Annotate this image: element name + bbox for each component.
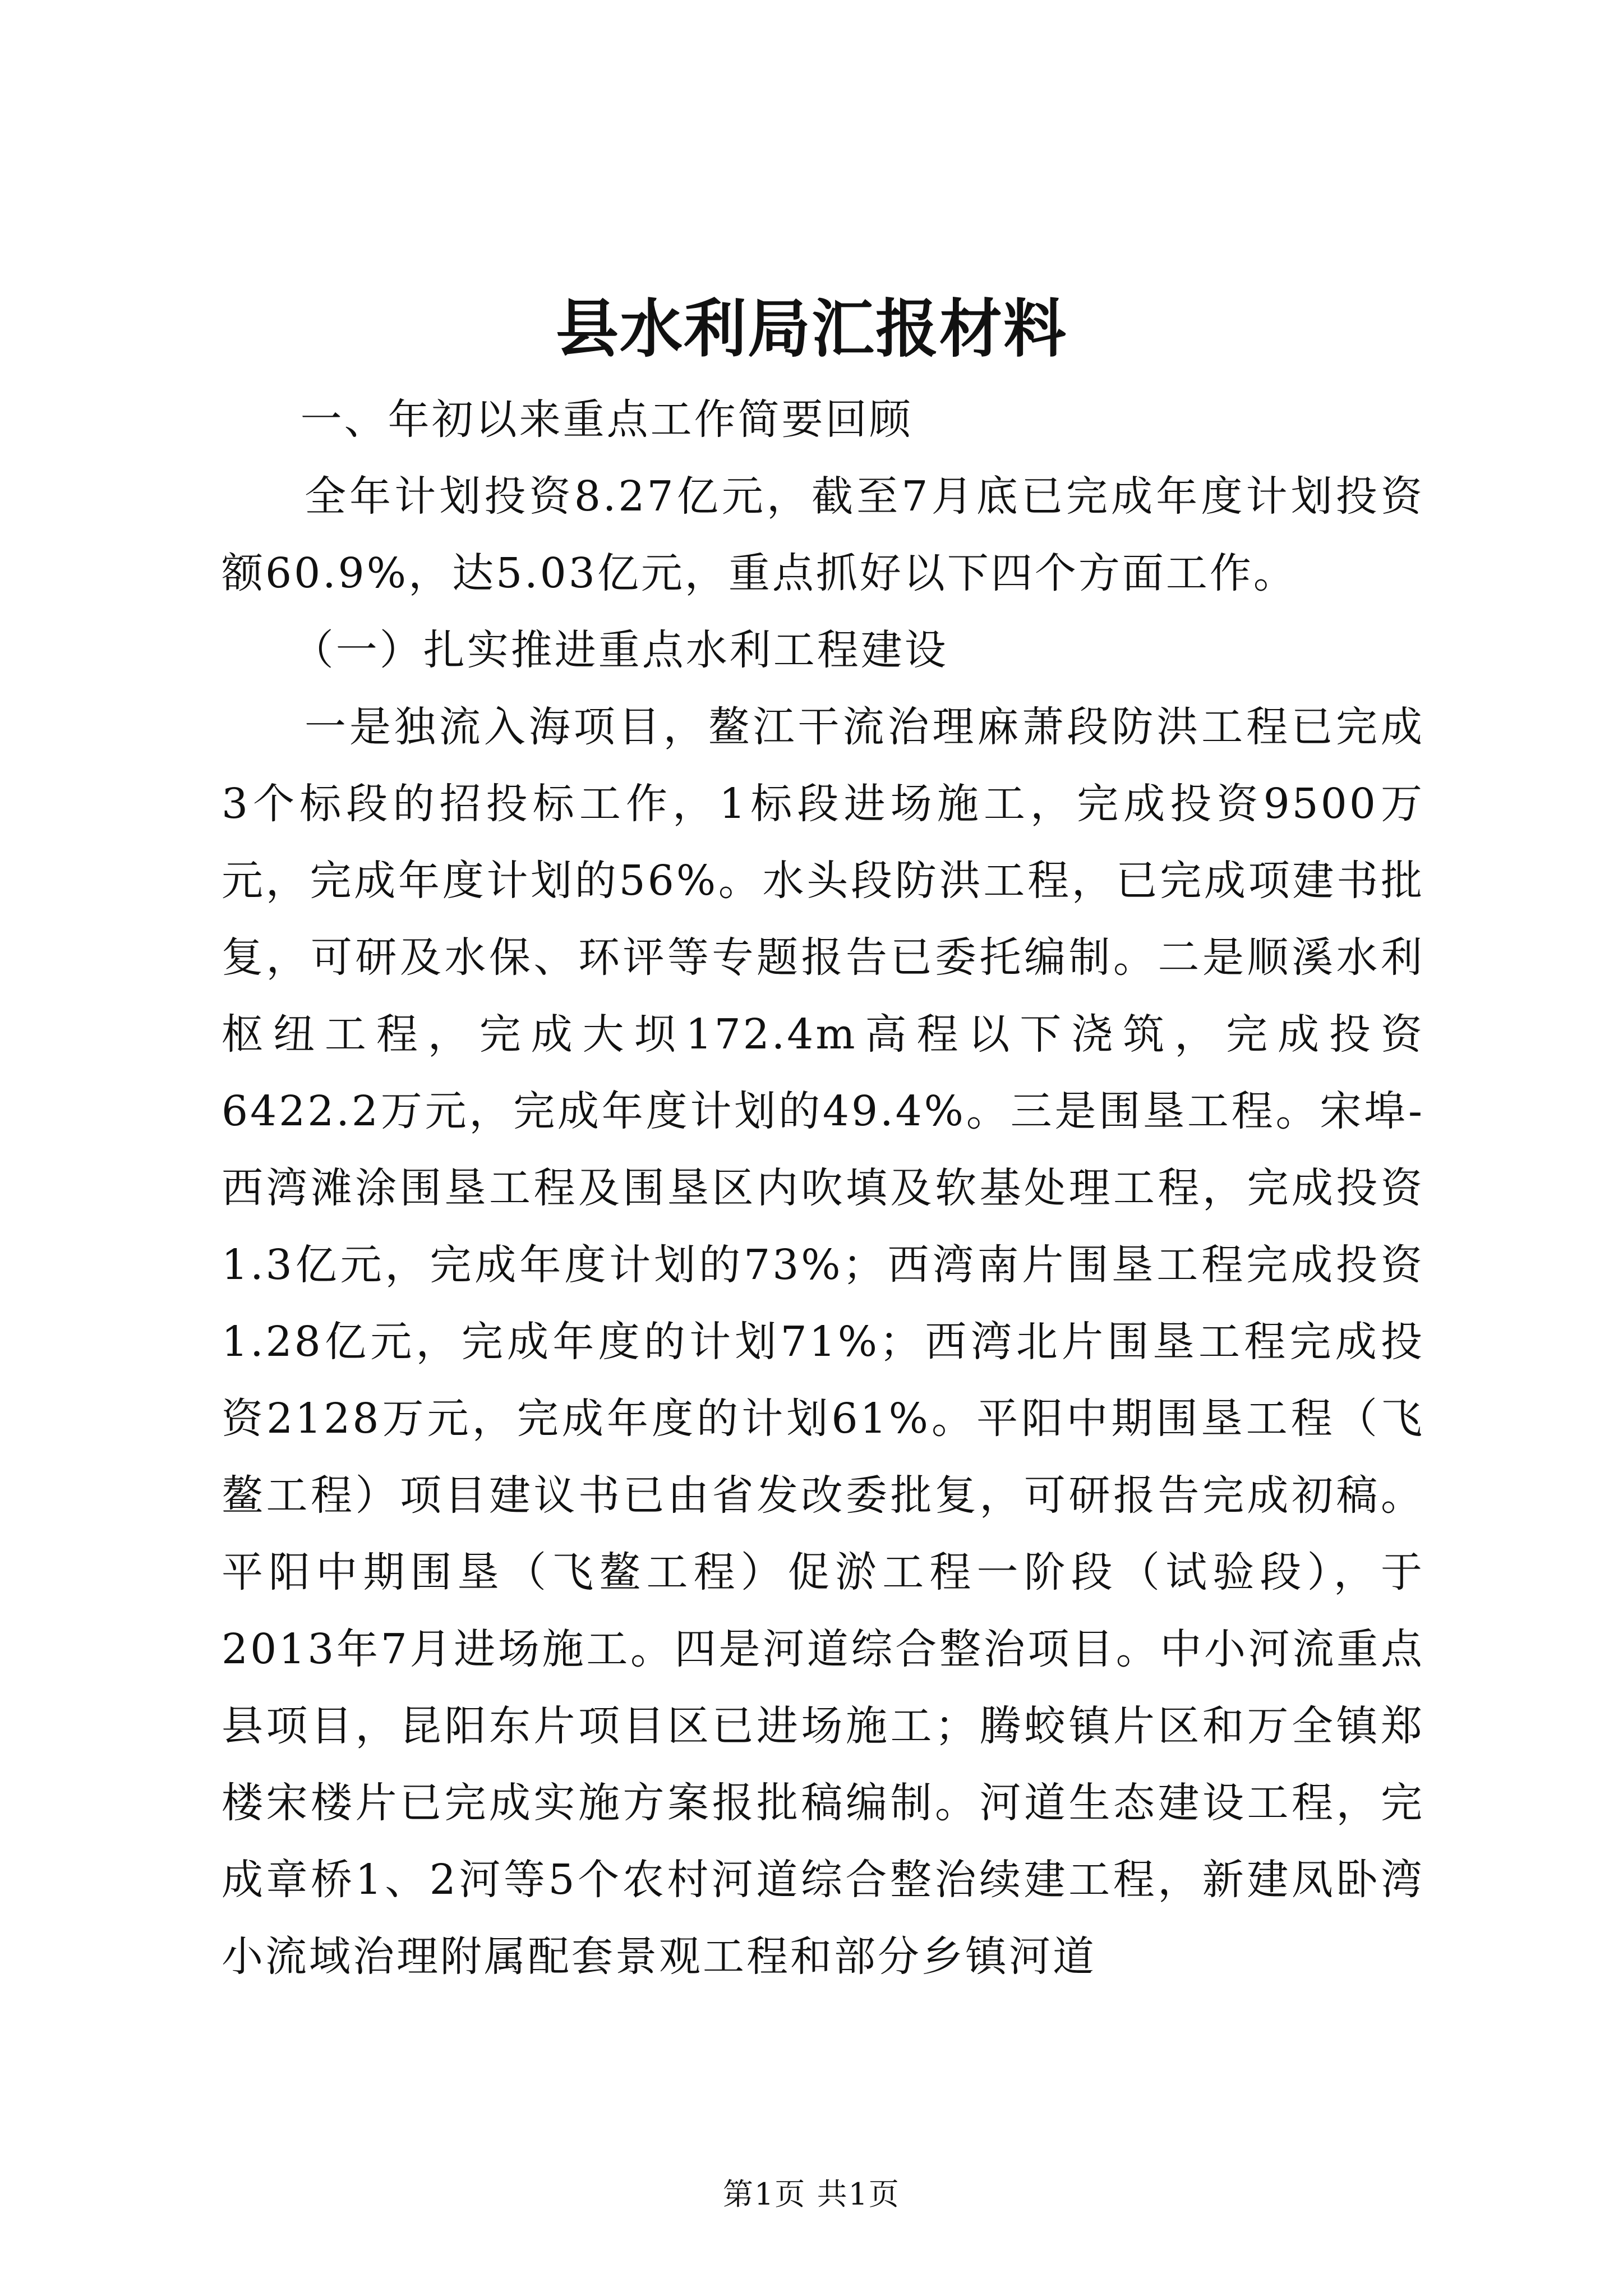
body-paragraph: 全年计划投资8.27亿元，截至7月底已完成年度计划投资额60.9%，达5.03亿元，重点抓好以下四个方面工作。 [222,472,1424,597]
document-title: 县水利局汇报材料 [556,292,1067,366]
section-heading: 一、年初以来重点工作简要回顾 [300,395,913,444]
page-footer: 第1页 共1页 [723,2177,900,2212]
subsection-heading: （一）扎实推进重点水利工程建设 [292,626,948,674]
body-paragraph: 一是独流入海项目，鳌江干流治理麻萧段防洪工程已完成3个标段的招投标工作，1标段进场施工，完成投资9500万元，完成年度计划的56%。水头段防洪工程，已完成项建书批复，可研及水保、环评等专题报告已委托编制。二是顺溪水利枢纽工程，完成大坝172.4m高程以下浇筑，完成投资6422.2万元，完成年度计划的49.4%。三是围垦工程。宋埠-西湾滩涂围垦工程及围垦区内吹填及软基处理工程，完成投资1.3亿元，完成年度计划的73%；西湾南片围垦工程完成投资1.28亿元，完成年度的计划71%；西湾北片围垦工程完成投资2128万元，完成年度的计划61%。平阳中期围垦工程（飞鳌工程）项目建议书已由省发改委批复，可研报告完成初稿。平阳中期围垦（飞鳌工程）促淤工程一阶段（试验段），于2013年7月进场施工。四是河道综合整治项目。中小河流重点县项目，昆阳东片项目区已进场施工；腾蛟镇片区和万全镇郑楼宋楼片已完成实施方案报批稿编制。河道生态建设工程，完成章桥1、2河等5个农村河道综合整治续建工程，新建凤卧湾小流域治理附属配套景观工程和部分乡镇河道 [222,703,1424,1981]
document-body [222,381,1424,1995]
